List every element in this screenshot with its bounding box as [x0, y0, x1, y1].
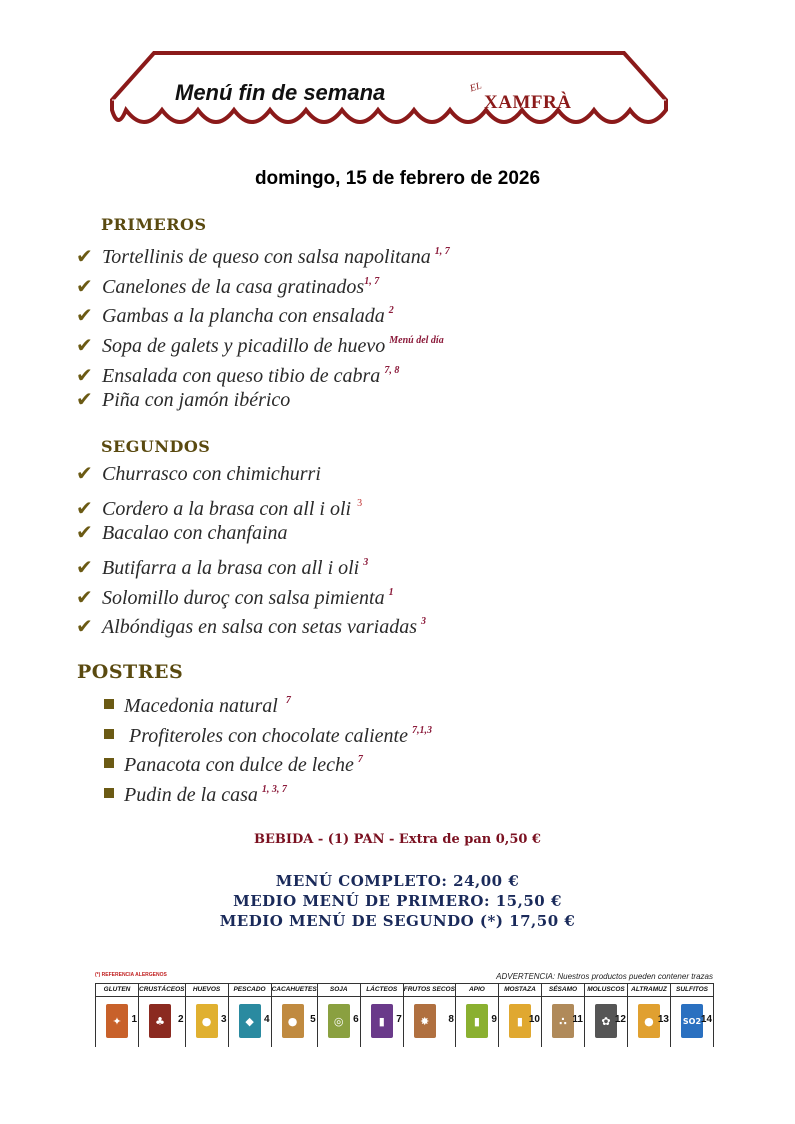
allergen-name: SOJA [318, 983, 360, 997]
price-medio-segundo: MEDIO MENÚ DE SEGUNDO (*) 17,50 € [219, 912, 576, 930]
check-icon: ✔ [76, 614, 93, 639]
allergen-name: PESCADO [229, 983, 271, 997]
square-bullet-icon [104, 788, 114, 798]
allergen-reference-label: (*) REFERENCIA ALERGENOS [95, 972, 167, 978]
allergen-cell [456, 983, 499, 1047]
menu-del-dia-note: Menú del día [389, 335, 444, 347]
dish-item [76, 267, 450, 297]
dish-item [76, 326, 450, 356]
section-heading-primeros: PRIMEROS [101, 215, 207, 234]
allergen-number: 3 [220, 1014, 227, 1025]
allergen-note: 1, 7 [364, 275, 380, 287]
egg-icon: ● [196, 1004, 218, 1038]
price-medio-primero: MEDIO MENÚ DE PRIMERO: 15,50 € [233, 892, 562, 910]
check-icon: ✔ [76, 520, 93, 545]
allergen-cell [272, 983, 318, 1047]
allergen-number: 4 [264, 1014, 270, 1025]
square-bullet-icon [104, 699, 114, 709]
allergen-number: 6 [353, 1014, 359, 1025]
mustard-icon: ▮ [509, 1004, 531, 1038]
check-icon: ✔ [76, 555, 93, 580]
allergen-warning: ADVERTENCIA: Nuestros productos pueden contener trazas [496, 972, 713, 981]
allergen-cell [499, 983, 542, 1047]
dish-item [76, 459, 426, 489]
allergen-cell [186, 983, 229, 1047]
dish-name: Cordero a la brasa con all i oli [102, 497, 352, 520]
dish-name: Canelones de la casa gratinados [102, 275, 365, 298]
fish-icon: ◆ [239, 1004, 261, 1038]
dessert-item [104, 716, 432, 746]
soy-icon: ◎ [328, 1004, 350, 1038]
section-heading-postres: POSTRES [77, 661, 184, 683]
check-icon: ✔ [76, 303, 93, 328]
allergen-cell [96, 983, 139, 1047]
sulphite-icon: SO2 [681, 1004, 703, 1038]
dessert-item [104, 686, 432, 716]
allergen-cell [139, 983, 186, 1047]
check-icon: ✔ [76, 584, 93, 609]
allergen-number: 11 [572, 1014, 583, 1025]
allergen-name: ALTRAMUZ [628, 983, 670, 997]
dish-item [76, 296, 450, 326]
allergen-table [95, 972, 713, 1048]
dish-name: Bacalao con chanfaina [102, 522, 288, 545]
dish-item [76, 607, 426, 637]
dessert-item [104, 745, 432, 775]
allergen-name: HUEVOS [186, 983, 228, 997]
allergen-number: 8 [448, 1014, 454, 1025]
allergen-note: 3 [421, 616, 426, 628]
allergen-name: MOLUSCOS [585, 983, 627, 997]
allergen-number: 13 [657, 1014, 669, 1025]
dish-item [76, 518, 426, 548]
nuts-icon: ✸ [414, 1004, 436, 1038]
allergen-name: CACAHUETES [272, 983, 317, 997]
square-bullet-icon [104, 729, 114, 739]
menu-title: Menú fin de semana [175, 80, 386, 105]
allergen-cell [628, 983, 671, 1047]
wheat-icon: ✦ [106, 1004, 128, 1038]
check-icon: ✔ [76, 495, 93, 520]
allergen-name: LÁCTEOS [361, 983, 403, 997]
sesame-icon: ∴ [552, 1004, 574, 1038]
allergen-grid [95, 983, 714, 1047]
allergen-number: 7 [396, 1014, 402, 1025]
dessert-name: Pudin de la casa [124, 784, 258, 807]
check-icon: ✔ [76, 273, 93, 298]
allergen-note: 7 [357, 754, 363, 766]
allergen-name: FRUTOS SECOS [404, 983, 455, 997]
dessert-item [104, 775, 432, 805]
allergen-name: SÉSAMO [542, 983, 584, 997]
allergen-note: 7 [285, 695, 291, 706]
dish-name: Butifarra a la brasa con all i oli [102, 557, 360, 580]
allergen-name: GLUTEN [96, 983, 138, 997]
dessert-name: Profiteroles con chocolate caliente [124, 724, 408, 747]
check-icon: ✔ [76, 362, 93, 387]
allergen-note: 1 [388, 586, 394, 598]
shrimp-icon: ♣ [149, 1004, 171, 1038]
dish-name: Ensalada con queso tibio de cabra [102, 364, 381, 387]
allergen-note: 7, 8 [384, 364, 400, 376]
allergen-number: 9 [491, 1014, 497, 1025]
allergen-number: 2 [177, 1014, 184, 1025]
allergen-name: SULFITOS [671, 983, 713, 997]
allergen-note: 7,1,3 [411, 724, 432, 736]
dish-name: Solomillo duroç con salsa pimienta [102, 586, 385, 609]
allergen-note: 3 [363, 557, 369, 569]
check-icon: ✔ [76, 244, 93, 268]
lupin-icon: ● [638, 1004, 660, 1038]
restaurant-logo: XAMFRÀ [484, 92, 572, 113]
dish-item [76, 237, 450, 267]
allergen-cell [585, 983, 628, 1047]
segundos-list [76, 459, 426, 637]
allergen-cell [542, 983, 585, 1047]
allergen-number: 10 [528, 1014, 540, 1025]
dish-name: Piña con jamón ibérico [102, 389, 291, 412]
allergen-cell [361, 983, 404, 1047]
shell-icon: ✿ [595, 1004, 617, 1038]
menu-date: domingo, 15 de febrero de 2026 [254, 168, 541, 189]
allergen-cell [318, 983, 361, 1047]
square-bullet-icon [104, 758, 114, 768]
allergen-cell [404, 983, 456, 1047]
postres-list [104, 686, 432, 805]
allergen-number: 12 [614, 1014, 626, 1025]
check-icon: ✔ [76, 461, 93, 485]
allergen-note: 3 [357, 497, 363, 509]
allergen-number: 1 [131, 1014, 138, 1025]
allergen-name: APIO [456, 983, 498, 997]
dessert-name: Macedonia natural [124, 695, 278, 717]
allergen-cell [671, 983, 714, 1047]
allergen-number: 14 [700, 1014, 713, 1025]
check-icon: ✔ [76, 333, 93, 358]
allergen-name: CRUSTÁCEOS [139, 983, 185, 997]
allergen-name: MOSTAZA [499, 983, 541, 997]
dish-item [76, 385, 450, 415]
allergen-note: 1, 7 [434, 246, 450, 257]
dish-item [76, 489, 426, 519]
allergen-number: 5 [310, 1014, 316, 1025]
dish-name: Albóndigas en salsa con setas variadas [102, 616, 417, 639]
dish-item [76, 578, 426, 608]
dish-item [76, 548, 426, 578]
section-heading-segundos: SEGUNDOS [101, 437, 211, 456]
dish-name: Churrasco con chimichurri [102, 463, 321, 485]
primeros-list [76, 237, 450, 415]
dessert-name: Panacota con dulce de leche [124, 754, 354, 777]
price-menu-completo: MENÚ COMPLETO: 24,00 € [275, 872, 520, 890]
milk-icon: ▮ [371, 1004, 393, 1038]
dish-name: Tortellinis de queso con salsa napolitana [102, 246, 431, 268]
dish-name: Sopa de galets y picadillo de huevo [102, 335, 386, 358]
allergen-note: 2 [388, 305, 394, 317]
logo-small-text: EL [468, 80, 484, 95]
bebida-line: BEBIDA - (1) PAN - Extra de pan 0,50 € [254, 832, 541, 847]
allergen-note: 1, 3, 7 [261, 784, 287, 796]
dish-item [76, 356, 450, 386]
allergen-cell [229, 983, 272, 1047]
celery-icon: ▮ [466, 1004, 488, 1038]
check-icon: ✔ [76, 387, 93, 412]
peanut-icon: ● [282, 1004, 304, 1038]
dish-name: Gambas a la plancha con ensalada [102, 305, 385, 328]
